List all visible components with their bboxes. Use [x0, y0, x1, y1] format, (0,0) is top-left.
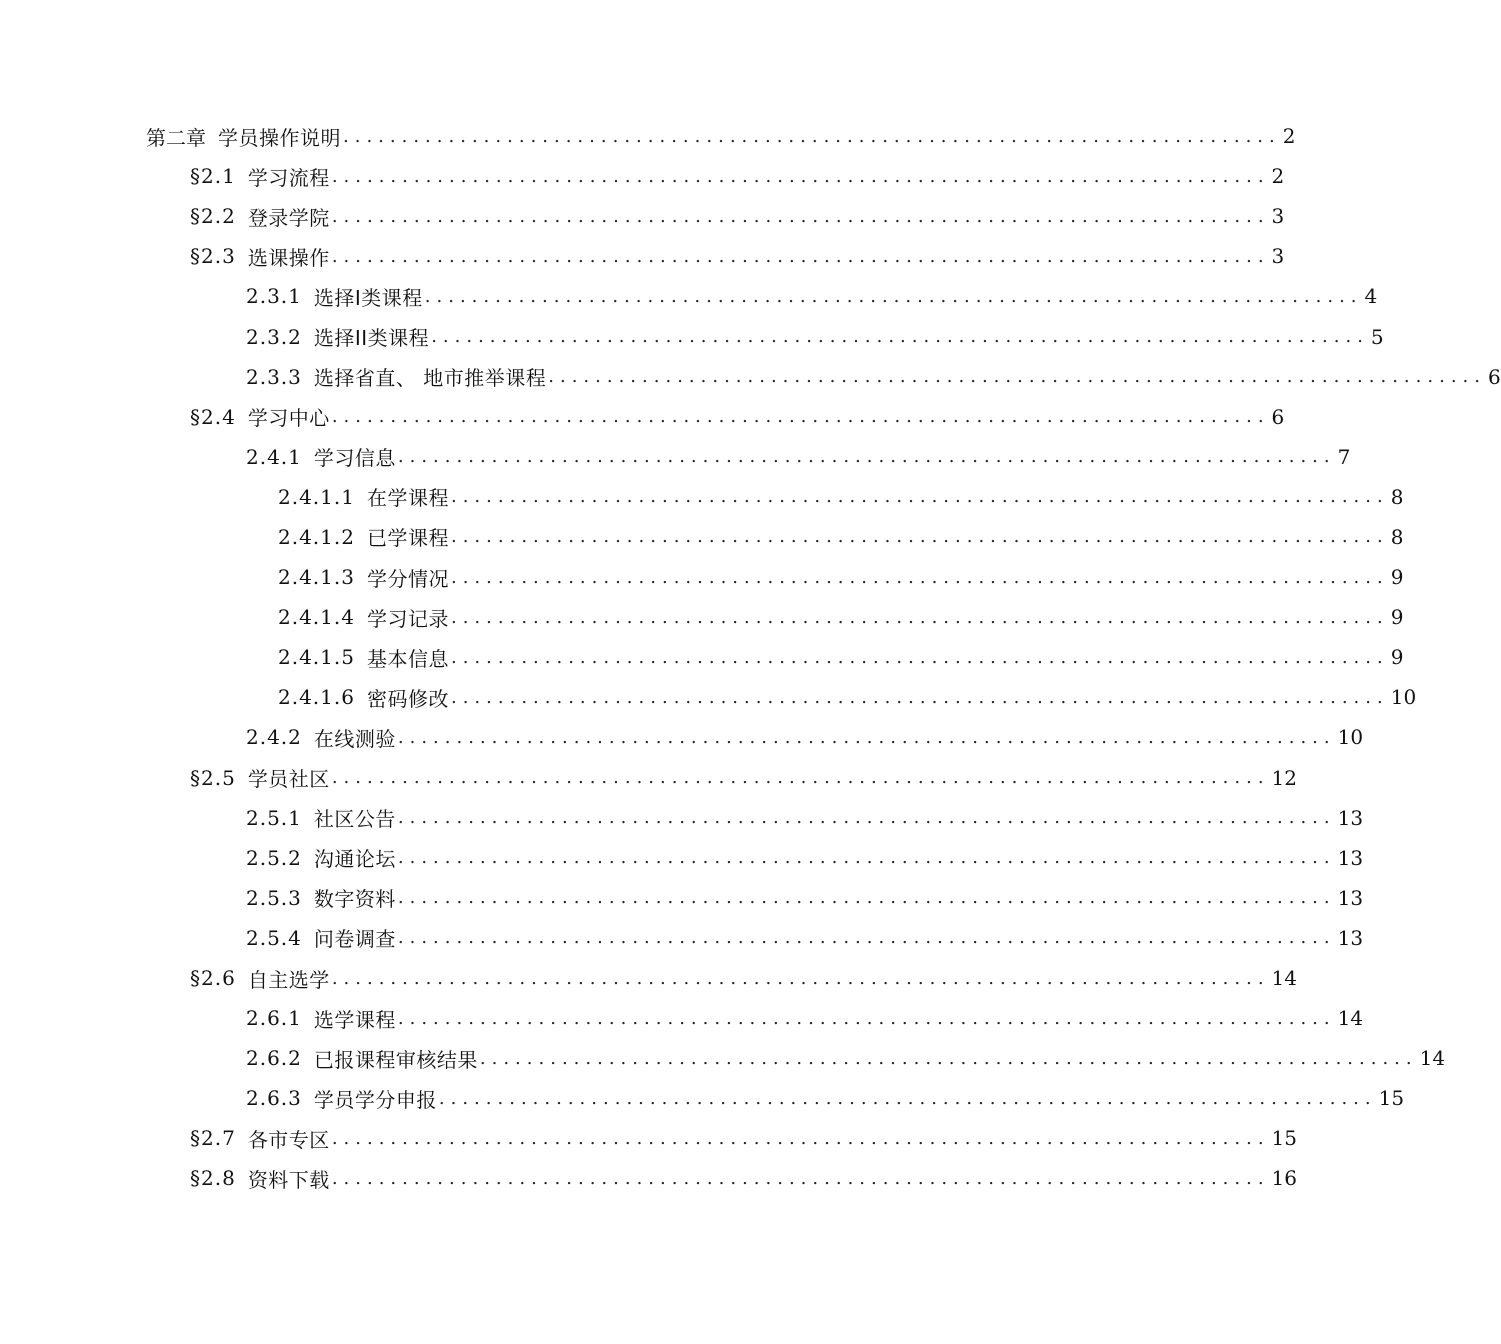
toc-entry-number: §2.4 [190, 404, 236, 429]
toc-entry-title: 在线测验 [313, 726, 396, 751]
toc-entry-page: 8 [1390, 484, 1404, 509]
dot-leader: ................................................................................ [450, 606, 1389, 628]
dot-leader: ................................................................................ [479, 1047, 1418, 1069]
dot-leader: ................................................................................ [331, 245, 1270, 267]
toc-entry[interactable] [0, 276, 1378, 316]
toc-entry-number: 2.4.1.2 [278, 524, 355, 549]
toc-entry[interactable] [0, 838, 1364, 878]
toc-entry-page: 14 [1419, 1046, 1446, 1071]
toc-entry-number: §2.6 [190, 966, 236, 991]
toc-entry-page: 9 [1390, 565, 1404, 590]
toc-entry[interactable] [0, 116, 1296, 156]
toc-entry-title: 数字资料 [313, 887, 396, 912]
toc-entry-title: 密码修改 [366, 686, 449, 711]
toc-entry-page: 13 [1337, 925, 1364, 950]
toc-entry-title: 学分情况 [366, 566, 449, 591]
toc-entry-number: 2.5.2 [246, 845, 302, 870]
toc-entry[interactable] [0, 958, 1297, 998]
toc-entry-title: 学员操作说明 [218, 125, 341, 150]
toc-entry-number: 2.4.1.3 [278, 565, 355, 590]
dot-leader: ................................................................................ [431, 326, 1369, 348]
toc-entry[interactable] [0, 597, 1404, 637]
dot-leader: ................................................................................ [450, 686, 1389, 708]
toc-entry-title: 选学课程 [313, 1007, 396, 1032]
toc-entry[interactable] [0, 316, 1384, 356]
toc-entry-page: 13 [1337, 885, 1364, 910]
toc-entry-title: 基本信息 [366, 646, 449, 671]
toc-entry[interactable] [0, 517, 1404, 557]
toc-entry-number: §2.7 [190, 1126, 236, 1151]
toc-entry-page: 13 [1337, 805, 1364, 830]
dot-leader: ................................................................................ [397, 726, 1336, 748]
toc-entry-title: 问卷调查 [313, 927, 396, 952]
dot-leader: ................................................................................ [331, 1167, 1270, 1189]
dot-leader: ................................................................................ [331, 767, 1270, 789]
dot-leader: ................................................................................ [331, 1127, 1270, 1149]
toc-entry-number: §2.3 [190, 244, 236, 269]
toc-entry-page: 2 [1282, 124, 1296, 149]
dot-leader: ................................................................................ [331, 406, 1270, 428]
toc-entry-page: 5 [1370, 324, 1384, 349]
toc-entry-title: 学习中心 [247, 406, 330, 431]
table-of-contents [0, 116, 1501, 1199]
toc-entry-title: 选择Ⅰ类课程 [313, 285, 423, 310]
toc-entry-number: 第二章 [146, 125, 206, 150]
toc-entry[interactable] [0, 1158, 1297, 1198]
toc-entry-number: 2.3.1 [246, 284, 302, 309]
toc-entry-page: 16 [1271, 1166, 1297, 1191]
toc-entry[interactable] [0, 477, 1404, 517]
toc-entry-page: 14 [1271, 966, 1297, 991]
toc-entry-title: 沟通论坛 [313, 847, 396, 872]
dot-leader: ................................................................................ [397, 887, 1336, 909]
toc-entry-number: §2.2 [190, 204, 236, 229]
toc-entry-title: 选课操作 [247, 245, 330, 270]
dot-leader: ................................................................................ [397, 446, 1336, 468]
dot-leader: ................................................................................ [450, 486, 1389, 508]
toc-entry-number: §2.5 [190, 765, 236, 790]
toc-entry-page: 6 [1271, 404, 1285, 429]
toc-entry[interactable] [0, 717, 1364, 757]
toc-entry[interactable] [0, 918, 1364, 958]
toc-entry-page: 10 [1337, 725, 1364, 750]
toc-entry-number: 2.3.2 [246, 324, 302, 349]
toc-entry[interactable] [0, 357, 1501, 397]
toc-entry-page: 9 [1390, 645, 1404, 670]
toc-entry[interactable] [0, 236, 1285, 276]
toc-entry-number: 2.6.3 [246, 1086, 302, 1111]
dot-leader: ................................................................................ [331, 205, 1270, 227]
dot-leader: ................................................................................ [343, 125, 1281, 147]
toc-entry-title: 自主选学 [247, 967, 330, 992]
dot-leader: ................................................................................ [450, 646, 1389, 668]
dot-leader: ................................................................................ [331, 165, 1270, 187]
toc-entry-number: 2.6.2 [246, 1046, 302, 1071]
toc-entry[interactable] [0, 798, 1364, 838]
toc-entry[interactable] [0, 1118, 1297, 1158]
toc-entry-title: 学习记录 [366, 606, 449, 631]
toc-entry-title: 学员社区 [247, 767, 330, 792]
toc-entry-page: 2 [1271, 164, 1285, 189]
toc-entry-title: 选择省直、 地市推举课程 [313, 366, 547, 391]
toc-entry-title: 已学课程 [366, 526, 449, 551]
dot-leader: ................................................................................ [548, 366, 1486, 388]
toc-entry-number: §2.8 [190, 1166, 236, 1191]
toc-entry-page: 8 [1390, 524, 1404, 549]
toc-entry-page: 3 [1271, 244, 1285, 269]
toc-entry-page: 15 [1271, 1126, 1297, 1151]
toc-entry-title: 登录学院 [247, 205, 330, 230]
dot-leader: ................................................................................ [424, 285, 1363, 307]
toc-entry-title: 已报课程审核结果 [313, 1047, 478, 1072]
dot-leader: ................................................................................ [397, 847, 1336, 869]
toc-entry[interactable] [0, 1038, 1446, 1078]
toc-entry[interactable] [0, 637, 1404, 677]
toc-entry-page: 7 [1337, 444, 1351, 469]
toc-entry-page: 12 [1271, 765, 1297, 790]
toc-entry-title: 选择ⅠⅠ类课程 [313, 326, 430, 351]
toc-entry-page: 13 [1337, 845, 1364, 870]
toc-entry-title: 各市专区 [247, 1127, 330, 1152]
toc-entry-page: 14 [1337, 1006, 1364, 1031]
toc-entry-number: 2.4.1.5 [278, 645, 355, 670]
toc-entry[interactable] [0, 677, 1417, 717]
dot-leader: ................................................................................ [397, 1007, 1336, 1029]
toc-entry-page: 4 [1364, 284, 1378, 309]
toc-entry-title: 学习流程 [247, 165, 330, 190]
toc-entry-number: 2.4.1.6 [278, 685, 355, 710]
toc-entry-title: 学员学分申报 [313, 1087, 437, 1112]
toc-entry-page: 15 [1378, 1086, 1405, 1111]
toc-entry-number: 2.4.2 [246, 725, 302, 750]
dot-leader: ................................................................................ [397, 807, 1336, 829]
toc-entry-number: 2.5.3 [246, 885, 302, 910]
toc-entry-number: 2.3.3 [246, 364, 302, 389]
toc-entry-title: 学习信息 [313, 446, 396, 471]
toc-entry[interactable] [0, 397, 1285, 437]
dot-leader: ................................................................................ [331, 967, 1270, 989]
dot-leader: ................................................................................ [450, 526, 1389, 548]
toc-entry-title: 社区公告 [313, 807, 396, 832]
toc-entry-title: 在学课程 [366, 486, 449, 511]
toc-entry-page: 3 [1271, 204, 1285, 229]
toc-entry-page: 9 [1390, 605, 1404, 630]
toc-entry[interactable] [0, 758, 1297, 798]
toc-entry[interactable] [0, 998, 1364, 1038]
toc-entry-number: 2.5.4 [246, 925, 302, 950]
toc-entry-number: 2.5.1 [246, 805, 302, 830]
toc-entry-title: 资料下载 [247, 1167, 330, 1192]
toc-entry-number: 2.4.1.1 [278, 484, 355, 509]
toc-entry[interactable] [0, 1078, 1405, 1118]
dot-leader: ................................................................................ [438, 1087, 1377, 1109]
toc-entry-number: 2.4.1 [246, 444, 302, 469]
toc-entry[interactable] [0, 557, 1404, 597]
dot-leader: ................................................................................ [397, 927, 1336, 949]
toc-entry-number: 2.4.1.4 [278, 605, 355, 630]
toc-entry-number: 2.6.1 [246, 1006, 302, 1031]
toc-entry[interactable] [0, 196, 1285, 236]
toc-entry[interactable] [0, 156, 1285, 196]
toc-entry-number: §2.1 [190, 164, 236, 189]
dot-leader: ................................................................................ [450, 566, 1389, 588]
toc-entry-page: 6 [1487, 364, 1501, 389]
toc-entry[interactable] [0, 437, 1351, 477]
toc-entry[interactable] [0, 878, 1364, 918]
toc-entry-page: 10 [1390, 685, 1417, 710]
